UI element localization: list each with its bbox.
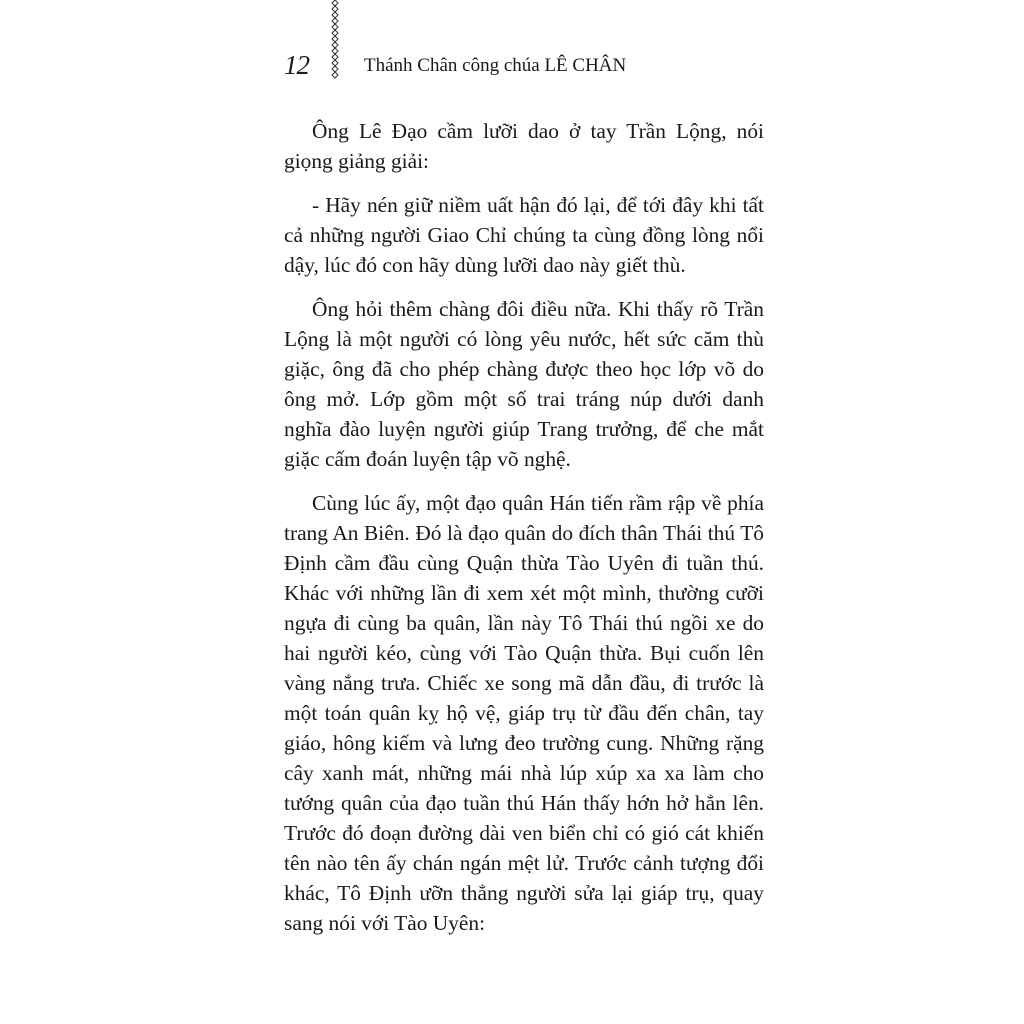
paragraph: - Hãy nén giữ niềm uất hận đó lại, để tới đây khi tất cả những người Giao Chỉ chúng ta cùng đồng lòng nổi dậy, lúc đó con hãy dùng lưỡi dao này giết thù.	[284, 193, 764, 277]
paragraph: Cùng lúc ấy, một đạo quân Hán tiến rầm rập về phía trang An Biên. Đó là đạo quân do đích thân Thái thú Tô Định cầm đầu cùng Quận thừa Tào Uyên đi tuần thú. Khác với những lần đi xem xét một mình, thường cưỡi ngựa đi cùng ba quân, lần này Tô Thái thú ngồi xe do hai người kéo, cùng với Tào Quận thừa. Bụi cuốn lên vàng nắng trưa. Chiếc xe song mã dẫn đầu, đi trước là một toán quân kỵ hộ vệ, giáp trụ từ đầu đến chân, tay giáo, hông kiếm và lưng đeo trường cung. Những rặng cây xanh mát, những mái nhà lúp xúp xa xa làm cho tướng quân của đạo tuần thú Hán thấy hớn hở hẳn lên. Trước đó đoạn đường dài ven biển chỉ có gió cát khiến tên nào tên ấy chán ngán mệt lử. Trước cảnh tượng đổi khác, Tô Định ưỡn thẳng người sửa lại giáp trụ, quay sang nói với Tào Uyên:	[284, 491, 764, 935]
vertical-chain-ornament	[330, 0, 340, 80]
paragraph: Ông Lê Đạo cầm lưỡi dao ở tay Trần Lộng, nói giọng giảng giải:	[284, 119, 764, 173]
page-number: 12	[284, 50, 309, 80]
chain-ornament-icon	[330, 0, 340, 80]
running-title: Thánh Chân công chúa LÊ CHÂN	[364, 55, 627, 76]
paragraph: Ông hỏi thêm chàng đôi điều nữa. Khi thấy rõ Trần Lộng là một người có lòng yêu nước, hết sức căm thù giặc, ông đã cho phép chàng được theo học lớp võ do ông mở. Lớp gồm một số trai tráng núp dưới danh nghĩa đào luyện người giúp Trang trưởng, để che mắt giặc cấm đoán luyện tập võ nghệ.	[284, 297, 764, 471]
body-text	[284, 116, 764, 938]
